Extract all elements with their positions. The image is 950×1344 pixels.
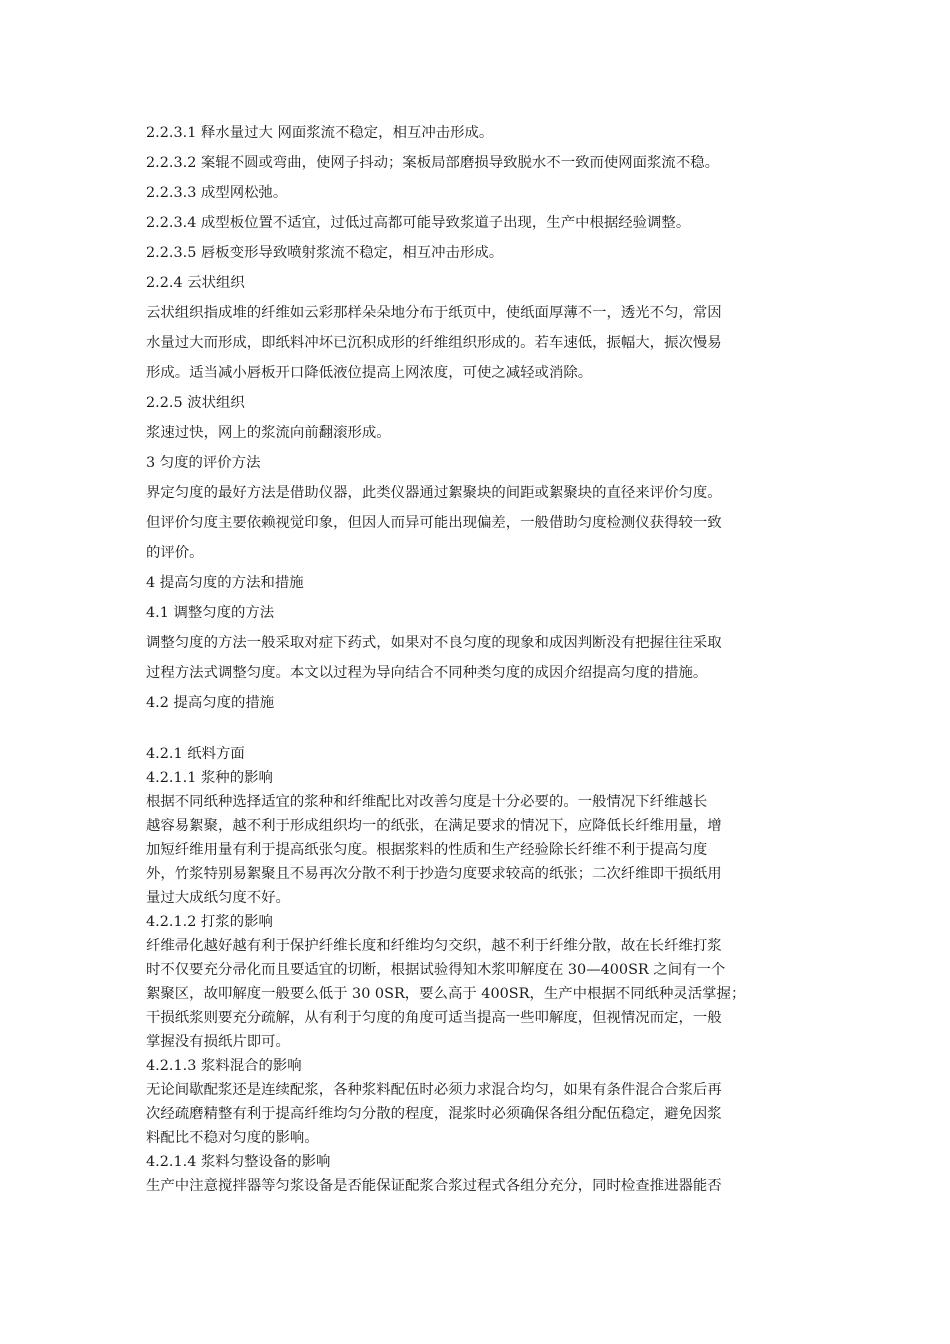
heading-4-2-1-3: 4.2.1.3 浆料混合的影响 xyxy=(146,1058,302,1074)
heading-4-2-1-2: 4.2.1.2 打浆的影响 xyxy=(146,914,273,930)
paragraph-line: 纤维帚化越好越有利于保护纤维长度和纤维均匀交织，越不利于纤维分散，故在长纤维打浆 xyxy=(146,938,722,954)
paragraph-line: 加短纤维用量有利于提高纸张匀度。根据浆料的性质和生产经验除长纤维不利于提高匀度 xyxy=(146,842,708,858)
paragraph-line: 调整匀度的方法一般采取对症下药式，如果对不良匀度的现象和成因判断没有把握往往采取 xyxy=(146,635,722,651)
paragraph-line: 水量过大而形成，即纸料冲坏已沉积成形的纤维组织形成的。若车速低，振幅大，振次慢易 xyxy=(146,335,722,351)
heading-4-2: 4.2 提高匀度的措施 xyxy=(146,695,275,711)
heading-4-2-1: 4.2.1 纸料方面 xyxy=(146,746,245,762)
paragraph-line: 的评价。 xyxy=(146,545,204,561)
heading-2-2-3-1: 2.2.3.1 释水量过大 网面浆流不稳定，相互冲击形成。 xyxy=(146,125,494,141)
heading-2-2-3-4: 2.2.3.4 成型板位置不适宜，过低过高都可能导致浆道子出现，生产中根据经验调整。 xyxy=(146,215,691,231)
document-page xyxy=(146,118,811,1198)
paragraph-line: 时不仅要充分帚化而且要适宜的切断，根据试验得知木浆叩解度在 30—400SR 之间有一个 xyxy=(146,962,726,978)
paragraph-line: 但评价匀度主要依赖视觉印象，但因人而异可能出现偏差，一般借助匀度检测仪获得较一致 xyxy=(146,515,722,531)
heading-2-2-5: 2.2.5 波状组织 xyxy=(146,395,245,411)
paragraph-line: 外，竹浆特别易絮聚且不易再次分散不利于抄造匀度要求较高的纸张；二次纤维即干损纸用 xyxy=(146,866,722,882)
blank-line xyxy=(146,718,811,742)
heading-4: 4 提高匀度的方法和措施 xyxy=(146,575,304,591)
paragraph-line: 浆速过快，网上的浆流向前翻滚形成。 xyxy=(146,425,391,441)
paragraph-line: 过程方法式调整匀度。本文以过程为导向结合不同种类匀度的成因介绍提高匀度的措施。 xyxy=(146,665,708,681)
paragraph-line: 料配比不稳对匀度的影响。 xyxy=(146,1130,319,1146)
heading-2-2-3-2: 2.2.3.2 案辊不圆或弯曲，使网子抖动；案板局部磨损导致脱水不一致而使网面浆流不稳。 xyxy=(146,155,719,171)
paragraph-line: 絮聚区，故叩解度一般要么低于 30 0SR，要么高于 400SR，生产中根据不同纸种灵活掌握； xyxy=(146,986,746,1002)
heading-4-2-1-4: 4.2.1.4 浆料匀整设备的影响 xyxy=(146,1154,331,1170)
paragraph-line: 界定匀度的最好方法是借助仪器，此类仪器通过絮聚块的间距或絮聚块的直径来评价匀度。 xyxy=(146,485,722,501)
paragraph-line: 干损纸浆则要充分疏解，从有利于匀度的角度可适当提高一些叩解度，但视情况而定，一般 xyxy=(146,1010,722,1026)
paragraph-line: 越容易絮聚，越不利于形成组织均一的纸张，在满足要求的情况下，应降低长纤维用量，增 xyxy=(146,818,722,834)
heading-2-2-3-3: 2.2.3.3 成型网松弛。 xyxy=(146,185,288,201)
paragraph-line: 形成。适当减小唇板开口降低液位提高上网浓度，可使之减轻或消除。 xyxy=(146,365,593,381)
heading-4-1: 4.1 调整匀度的方法 xyxy=(146,605,275,621)
heading-3: 3 匀度的评价方法 xyxy=(146,455,261,471)
heading-2-2-4: 2.2.4 云状组织 xyxy=(146,275,245,291)
paragraph-line: 次经疏磨精整有利于提高纤维均匀分散的程度，混浆时必须确保各组分配伍稳定，避免因浆 xyxy=(146,1106,722,1122)
paragraph-line: 掌握没有损纸片即可。 xyxy=(146,1034,290,1050)
heading-4-2-1-1: 4.2.1.1 浆种的影响 xyxy=(146,770,273,786)
paragraph-line: 根据不同纸种选择适宜的浆种和纤维配比对改善匀度是十分必要的。一般情况下纤维越长 xyxy=(146,794,708,810)
paragraph-line: 云状组织指成堆的纤维如云彩那样朵朵地分布于纸页中，使纸面厚薄不一，透光不匀，常因 xyxy=(146,305,722,321)
heading-2-2-3-5: 2.2.3.5 唇板变形导致喷射浆流不稳定，相互冲击形成。 xyxy=(146,245,504,261)
paragraph-line: 量过大成纸匀度不好。 xyxy=(146,890,290,906)
paragraph-line: 生产中注意搅拌器等匀浆设备是否能保证配浆合浆过程式各组分充分，同时检查推进器能否 xyxy=(146,1178,722,1194)
paragraph-line: 无论间歇配浆还是连续配浆，各种浆料配伍时必须力求混合均匀，如果有条件混合合浆后再 xyxy=(146,1082,722,1098)
